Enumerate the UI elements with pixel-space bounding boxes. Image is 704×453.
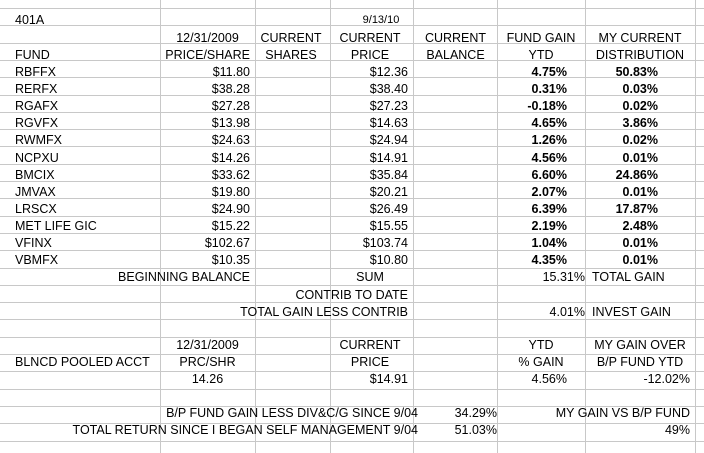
pooled-price-value[interactable]: $14.91	[369, 372, 408, 386]
bp-fund-gain-label[interactable]: B/P FUND GAIN LESS DIV&C/G SINCE 9/04	[166, 406, 418, 420]
fund-distribution[interactable]: 50.83%	[615, 65, 658, 79]
fund-distribution[interactable]: 0.01%	[622, 253, 658, 268]
header-current-price-1[interactable]: CURRENT	[339, 31, 401, 45]
fund-price[interactable]: $27.28	[211, 99, 250, 114]
fund-distribution[interactable]: 0.01%	[622, 150, 658, 165]
my-gain-vs-bp-label[interactable]: MY GAIN VS B/P FUND	[555, 406, 690, 420]
fund-current-price[interactable]: $35.84	[369, 167, 408, 182]
bp-fund-gain-value[interactable]: 34.29%	[454, 406, 497, 420]
header-price-date[interactable]: 12/31/2009	[176, 31, 239, 45]
invest-gain-value[interactable]: 4.01%	[549, 305, 585, 319]
fund-price[interactable]: $19.80	[211, 184, 250, 199]
fund-current-price[interactable]: $26.49	[369, 201, 408, 216]
fund-current-price[interactable]: $103.74	[362, 236, 408, 250]
pooled-prc-shr-label[interactable]: PRC/SHR	[179, 355, 236, 369]
header-distribution-1[interactable]: MY CURRENT	[598, 31, 682, 45]
fund-price[interactable]: $24.63	[211, 133, 250, 148]
grid-row-line	[0, 441, 704, 442]
header-current-price-2[interactable]: PRICE	[350, 48, 390, 62]
pooled-prc-value[interactable]: 14.26	[191, 372, 224, 386]
fund-distribution[interactable]: 24.86%	[615, 167, 658, 182]
header-current-balance-2[interactable]: BALANCE	[426, 48, 485, 62]
my-gain-vs-value[interactable]: 49%	[664, 423, 690, 437]
fund-distribution[interactable]: 0.01%	[622, 184, 658, 199]
pooled-bp-fund-ytd-label[interactable]: B/P FUND YTD	[596, 355, 684, 369]
fund-distribution[interactable]: 0.02%	[622, 99, 658, 114]
fund-name[interactable]: RGAFX	[15, 99, 59, 114]
fund-distribution[interactable]: 2.48%	[622, 218, 658, 233]
pooled-my-gain-over-label[interactable]: MY GAIN OVER	[594, 338, 686, 352]
header-fund-gain-2[interactable]: YTD	[528, 48, 554, 62]
pooled-over-value[interactable]: -12.02%	[643, 372, 690, 386]
sheet-title[interactable]: 401A	[15, 13, 45, 27]
pooled-ytd-label[interactable]: YTD	[528, 338, 554, 352]
fund-distribution[interactable]: 17.87%	[615, 201, 658, 216]
header-fund-gain-1[interactable]: FUND GAIN	[506, 31, 576, 45]
fund-gain-ytd[interactable]: 1.26%	[531, 133, 567, 148]
fund-distribution[interactable]: 0.02%	[622, 133, 658, 148]
fund-price[interactable]: $24.90	[211, 201, 250, 216]
fund-current-price[interactable]: $14.63	[369, 116, 408, 131]
pooled-account-name[interactable]: BLNCD POOLED ACCT	[15, 355, 150, 369]
fund-name[interactable]: VFINX	[15, 236, 52, 250]
contrib-to-date-label[interactable]: CONTRIB TO DATE	[295, 288, 408, 302]
fund-name[interactable]: RGVFX	[15, 116, 59, 131]
grid-column-line	[695, 0, 696, 453]
fund-gain-ytd[interactable]: -0.18%	[527, 99, 567, 114]
sum-label[interactable]: SUM	[356, 270, 384, 284]
fund-current-price[interactable]: $38.40	[369, 82, 408, 97]
header-fund[interactable]: FUND	[15, 48, 50, 62]
fund-current-price[interactable]: $27.23	[369, 99, 408, 114]
fund-price[interactable]: $15.22	[211, 218, 250, 233]
fund-gain-ytd[interactable]: 2.07%	[531, 184, 567, 199]
pooled-price-label[interactable]: PRICE	[350, 355, 390, 369]
total-return-label[interactable]: TOTAL RETURN SINCE I BEGAN SELF MANAGEMENT 9/04	[72, 423, 418, 437]
fund-current-price[interactable]: $24.94	[369, 133, 408, 148]
fund-price[interactable]: $13.98	[211, 116, 250, 131]
fund-name[interactable]: BMCIX	[15, 167, 55, 182]
grid-column-line	[413, 0, 414, 453]
fund-distribution[interactable]: 0.01%	[622, 236, 658, 250]
fund-current-price[interactable]: $15.55	[369, 218, 408, 233]
beginning-balance-label[interactable]: BEGINNING BALANCE	[118, 270, 250, 284]
fund-current-price[interactable]: $20.21	[369, 184, 408, 199]
total-gain-label[interactable]: TOTAL GAIN	[592, 270, 665, 284]
header-current-balance-1[interactable]: CURRENT	[424, 31, 487, 45]
header-current-shares-1[interactable]: CURRENT	[260, 31, 322, 45]
fund-gain-ytd[interactable]: 4.65%	[531, 116, 567, 131]
fund-gain-ytd[interactable]: 1.04%	[531, 236, 567, 250]
header-distribution-2[interactable]: DISTRIBUTION	[595, 48, 685, 62]
fund-current-price[interactable]: $14.91	[369, 150, 408, 165]
fund-gain-ytd[interactable]: 4.56%	[531, 150, 567, 165]
header-current-shares-2[interactable]: SHARES	[265, 48, 317, 62]
fund-current-price[interactable]: $12.36	[369, 65, 408, 79]
fund-name[interactable]: LRSCX	[15, 201, 57, 216]
total-gain-less-contrib-label[interactable]: TOTAL GAIN LESS CONTRIB	[240, 305, 408, 319]
total-return-value[interactable]: 51.03%	[454, 423, 497, 437]
invest-gain-label[interactable]: INVEST GAIN	[592, 305, 671, 319]
fund-name[interactable]: RBFFX	[15, 65, 56, 79]
fund-gain-ytd[interactable]: 4.35%	[531, 253, 567, 268]
grid-row-line	[0, 8, 704, 9]
fund-gain-ytd[interactable]: 2.19%	[531, 218, 567, 233]
fund-price[interactable]: $38.28	[211, 82, 250, 97]
fund-gain-ytd[interactable]: 6.60%	[531, 167, 567, 182]
fund-name[interactable]: VBMFX	[15, 253, 59, 268]
grid-row-line	[0, 389, 704, 390]
fund-name[interactable]: RERFX	[15, 82, 58, 97]
fund-gain-ytd[interactable]: 4.75%	[531, 65, 567, 79]
fund-name[interactable]: RWMFX	[15, 133, 62, 148]
fund-price[interactable]: $33.62	[211, 167, 250, 182]
fund-price[interactable]: $10.35	[211, 253, 250, 268]
grid-column-line	[255, 0, 256, 453]
fund-distribution[interactable]: 0.03%	[622, 82, 658, 97]
pooled-current-label[interactable]: CURRENT	[339, 338, 401, 352]
current-date[interactable]: 9/13/10	[362, 14, 400, 26]
pooled-pct-gain-label[interactable]: % GAIN	[518, 355, 564, 369]
fund-gain-ytd[interactable]: 6.39%	[531, 201, 567, 216]
header-price-share[interactable]: PRICE/SHARE	[165, 48, 250, 62]
fund-name[interactable]: JMVAX	[15, 184, 56, 199]
pooled-gain-value[interactable]: 4.56%	[531, 372, 567, 386]
sum-value[interactable]: 15.31%	[542, 270, 585, 284]
fund-name[interactable]: NCPXU	[15, 150, 59, 165]
pooled-date[interactable]: 12/31/2009	[176, 338, 239, 352]
fund-price[interactable]: $102.67	[204, 236, 250, 250]
fund-current-price[interactable]: $10.80	[369, 253, 408, 268]
fund-name[interactable]: MET LIFE GIC	[15, 218, 97, 233]
fund-distribution[interactable]: 3.86%	[622, 116, 658, 131]
fund-price[interactable]: $14.26	[211, 150, 250, 165]
fund-price[interactable]: $11.80	[212, 65, 250, 79]
fund-gain-ytd[interactable]: 0.31%	[531, 82, 567, 97]
